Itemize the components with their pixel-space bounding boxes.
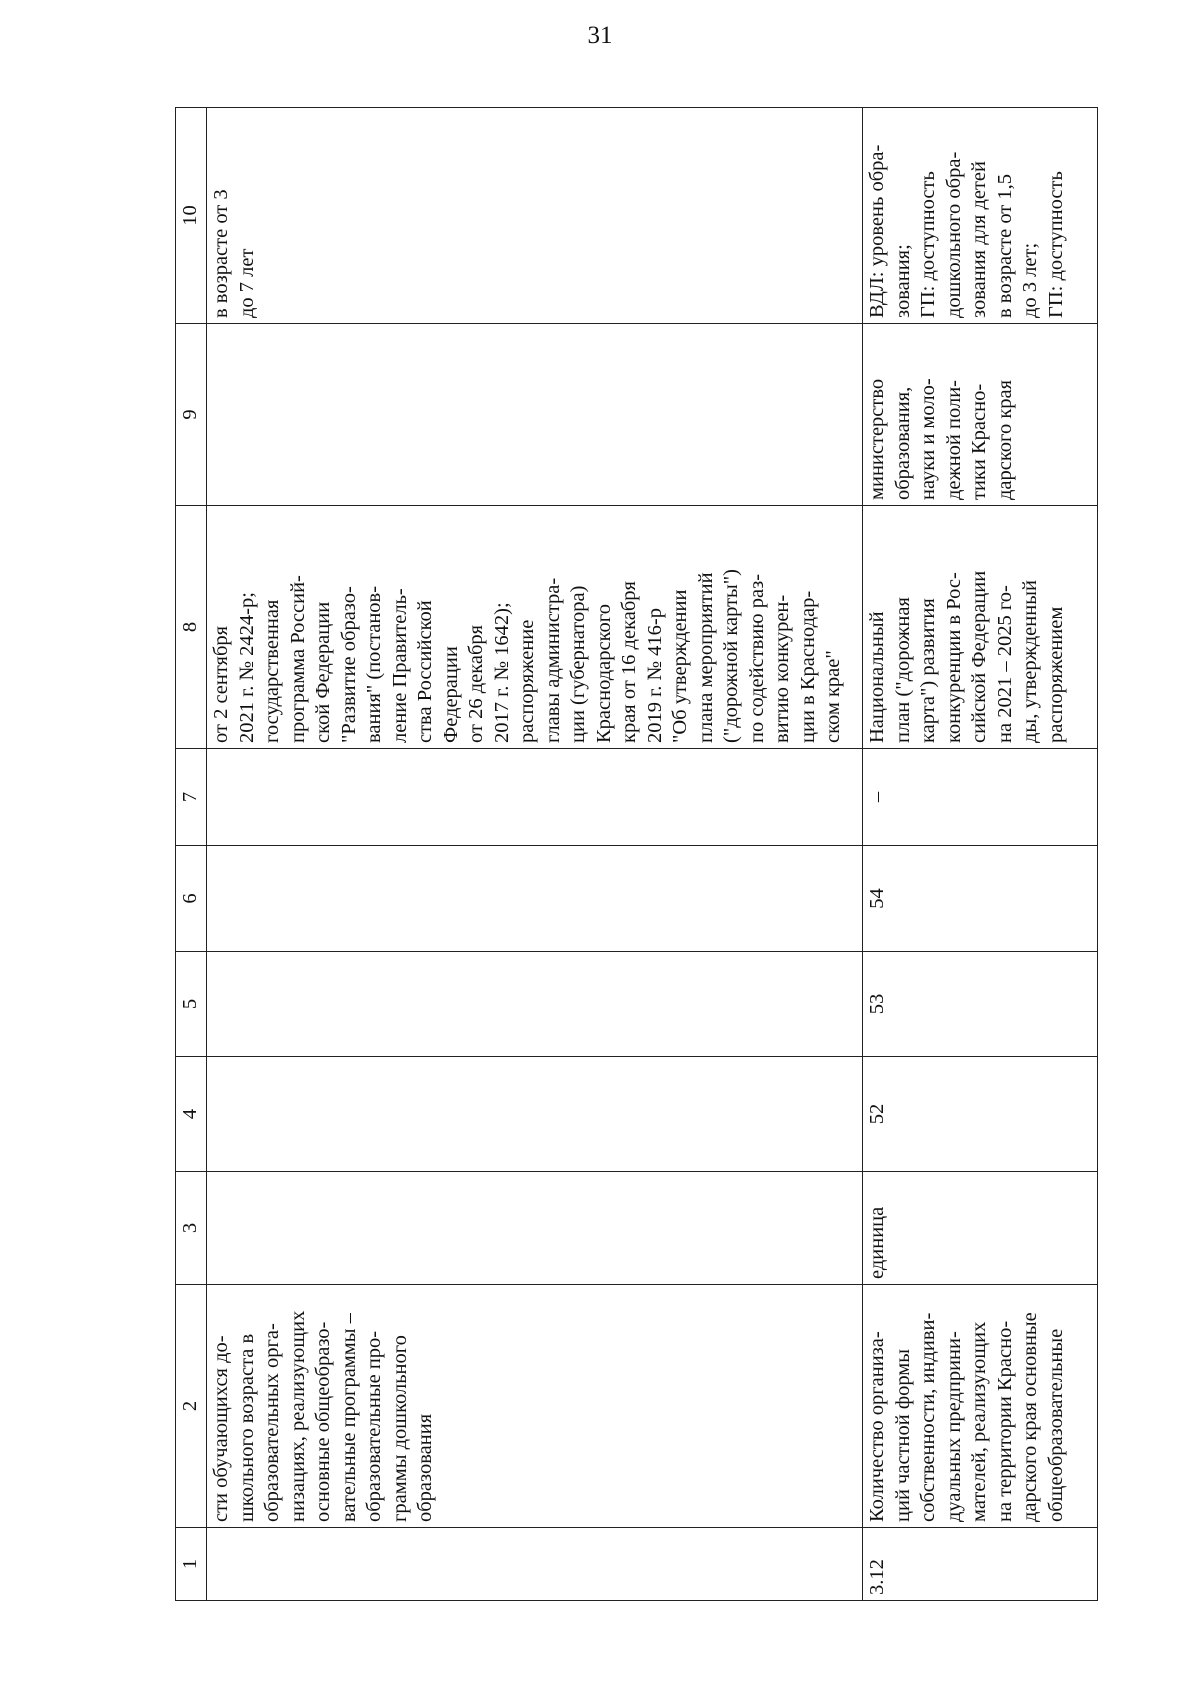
row2-notes: ВДЛ: уровень обра- зования; ГП: доступность дошкольного обра- зования для детей в возрасте от 1,5 до 3 лет; ГП: доступность [863, 108, 1098, 324]
row2-value-5: 53 [863, 952, 1098, 1057]
header-col-1: 1 [176, 1528, 207, 1601]
table-row [863, 108, 1098, 1601]
indicators-table [175, 107, 1098, 1601]
row2-legal-basis: Национальный план ("дорожная карта") развития конкуренции в Рос- сийской Федерации на 2021 – 2025 го- ды, утвержденный распоряжением [863, 506, 1098, 749]
row1-indicator-name: сти обучающихся до- школьного возраста в образовательных орга- низациях, реализующих основные общеобразо- вательные программы – образовательные про- граммы дошкольного образования [207, 1285, 863, 1528]
header-col-4: 4 [176, 1057, 207, 1172]
row1-responsible [207, 324, 863, 506]
header-col-9: 9 [176, 324, 207, 506]
row2-number: 3.12 [863, 1528, 1098, 1601]
row2-value-4: 52 [863, 1057, 1098, 1172]
header-col-6: 6 [176, 846, 207, 952]
header-col-8: 8 [176, 506, 207, 749]
page-number: 31 [587, 22, 613, 49]
header-col-10: 10 [176, 108, 207, 324]
row1-notes: в возрасте от 3 до 7 лет [207, 108, 863, 324]
table-row [207, 108, 863, 1601]
header-col-7: 7 [176, 749, 207, 846]
header-col-3: 3 [176, 1172, 207, 1285]
row1-legal-basis: от 2 сентября 2021 г. № 2424-р; государственная программа Россий- ской Федерации "Развитие образо- вания" (постанов- ление Правитель- ства Российской Федерации от 26 декабря 2017 г. № 1642); распоряжение главы администра- ции (губернатора) Краснодарского края от 16 декабря 2019 г. № 416-р "Об утверждении плана мероприятий ("дорожной карты") по содействию раз- витию конкурен- ции в Краснодар- ском крае" [207, 506, 863, 749]
row1-unit [207, 1172, 863, 1285]
row1-value-4 [207, 1057, 863, 1172]
table-header-row [176, 108, 207, 1601]
row2-responsible: министерство образования, науки и моло- дежной поли- тики Красно- дарского края [863, 324, 1098, 506]
row2-value-6: 54 [863, 846, 1098, 952]
row2-value-7: – [863, 749, 1098, 846]
header-col-2: 2 [176, 1285, 207, 1528]
rotated-table-container [175, 108, 1098, 1601]
row2-indicator-name: Количество организа- ций частной формы собственности, индиви- дуальных предприни- мателей, реализующих на территории Красно- дарского края основные общеобразовательные [863, 1285, 1098, 1528]
header-col-5: 5 [176, 952, 207, 1057]
row1-value-7 [207, 749, 863, 846]
row1-value-5 [207, 952, 863, 1057]
row1-value-6 [207, 846, 863, 952]
row2-unit: единица [863, 1172, 1098, 1285]
row1-number [207, 1528, 863, 1601]
